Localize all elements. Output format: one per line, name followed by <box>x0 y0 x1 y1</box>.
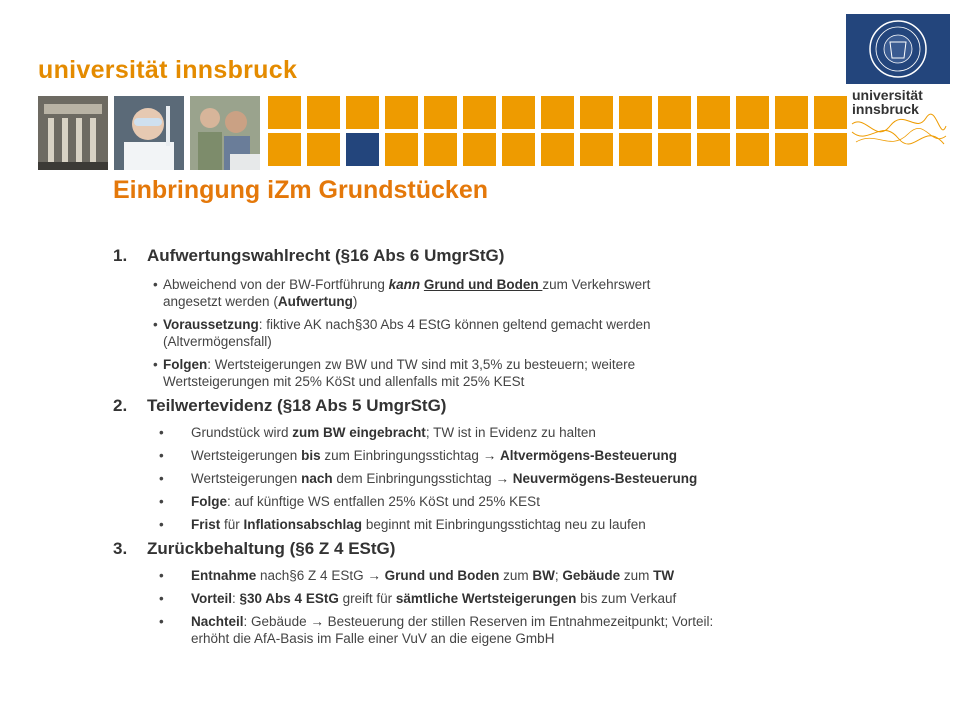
header-tile <box>307 96 340 129</box>
header-tile <box>541 133 574 166</box>
bullet-list <box>113 424 833 533</box>
seal-text-line1: universität <box>852 87 923 103</box>
list-item: • Vorteil: §30 Abs 4 EStG greift für sämtliche Wertsteigerungen bis zum Verkauf <box>113 590 833 607</box>
header-tile <box>268 96 301 129</box>
header-tile <box>463 133 496 166</box>
list-item: • Wertsteigerungen nach dem Einbringungsstichtag → Neuvermögens-Besteuerung <box>113 470 833 487</box>
section-heading <box>113 396 833 416</box>
slide-content <box>113 246 833 647</box>
header-tile <box>814 96 847 129</box>
header-tile <box>580 96 613 129</box>
section-title: Aufwertungswahlrecht (§16 Abs 6 UmgrStG) <box>147 246 505 265</box>
header-tile <box>775 96 808 129</box>
section-number: 3. <box>113 539 128 558</box>
section-title: Zurückbehaltung (§6 Z 4 EStG) <box>147 539 396 558</box>
bullet-list <box>113 276 833 390</box>
arrow-right-icon: → <box>310 614 324 629</box>
header-tile <box>619 133 652 166</box>
list-item: • Grundstück wird zum BW eingebracht; TW ist in Evidenz zu halten <box>113 424 833 441</box>
arrow-right-icon: → <box>367 568 381 583</box>
section-title: Teilwertevidenz (§18 Abs 5 UmgrStG) <box>147 396 447 415</box>
list-item: • Entnahme nach§6 Z 4 EStG → Grund und Boden zum BW; Gebäude zum TW <box>113 567 833 584</box>
list-item: • Nachteil: Gebäude → Besteuerung der stillen Reserven im Entnahmezeitpunkt; Vorteil: erhöht die AfA-Basis im Falle einer VuV an die eigene GmbH <box>113 613 833 647</box>
list-item: • Voraussetzung: fiktive AK nach§30 Abs 4 EStG können geltend gemacht werden (Altvermögensfall) <box>113 316 833 350</box>
header-tile-blue <box>346 133 379 166</box>
header-tile <box>736 133 769 166</box>
header-tile <box>658 96 691 129</box>
section-number: 2. <box>113 396 128 415</box>
seal-text-line2: innsbruck <box>852 101 919 117</box>
section-number: 1. <box>113 246 128 265</box>
header-tile <box>502 133 535 166</box>
header-tile <box>775 133 808 166</box>
header-tile <box>541 96 574 129</box>
lab-photo <box>114 96 184 170</box>
section-heading <box>113 246 833 266</box>
section-heading <box>113 539 833 559</box>
header-tile <box>424 96 457 129</box>
header-tile <box>268 133 301 166</box>
header-tile <box>307 133 340 166</box>
list-item: • Frist für Inflationsabschlag beginnt mit Einbringungsstichtag neu zu laufen <box>113 516 833 533</box>
list-item: • Folge: auf künftige WS entfallen 25% KöSt und 25% KESt <box>113 493 833 510</box>
list-item: • Folgen: Wertsteigerungen zw BW und TW sind mit 3,5% zu besteuern; weitere Wertsteigerungen mit 25% KöSt und allenfalls mit 25% KESt <box>113 356 833 390</box>
list-item: • Wertsteigerungen bis zum Einbringungsstichtag → Altvermögens-Besteuerung <box>113 447 833 464</box>
header-tile <box>580 133 613 166</box>
university-seal-logo <box>846 14 950 154</box>
wordmark: universität innsbruck <box>38 56 298 84</box>
bullet-list <box>113 567 833 647</box>
header-tile <box>385 133 418 166</box>
building-photo <box>38 96 108 170</box>
header-tile <box>697 133 730 166</box>
arrow-right-icon: → <box>482 448 497 463</box>
header-tile <box>736 96 769 129</box>
header-tile <box>346 96 379 129</box>
header-tile <box>502 96 535 129</box>
people-photo <box>190 96 260 170</box>
header-tile <box>463 96 496 129</box>
header-tile <box>658 133 691 166</box>
page-title: Einbringung iZm Grundstücken <box>113 176 488 204</box>
header-tile <box>697 96 730 129</box>
list-item: • Abweichend von der BW-Fortführung kann Grund und Boden zum Verkehrswert angesetzt werden (Aufwertung) <box>113 276 833 310</box>
header-tile <box>385 96 418 129</box>
arrow-right-icon: → <box>495 471 509 486</box>
header-tile <box>619 96 652 129</box>
header-tile <box>424 133 457 166</box>
header-tile-band <box>38 96 838 170</box>
header-tile <box>814 133 847 166</box>
